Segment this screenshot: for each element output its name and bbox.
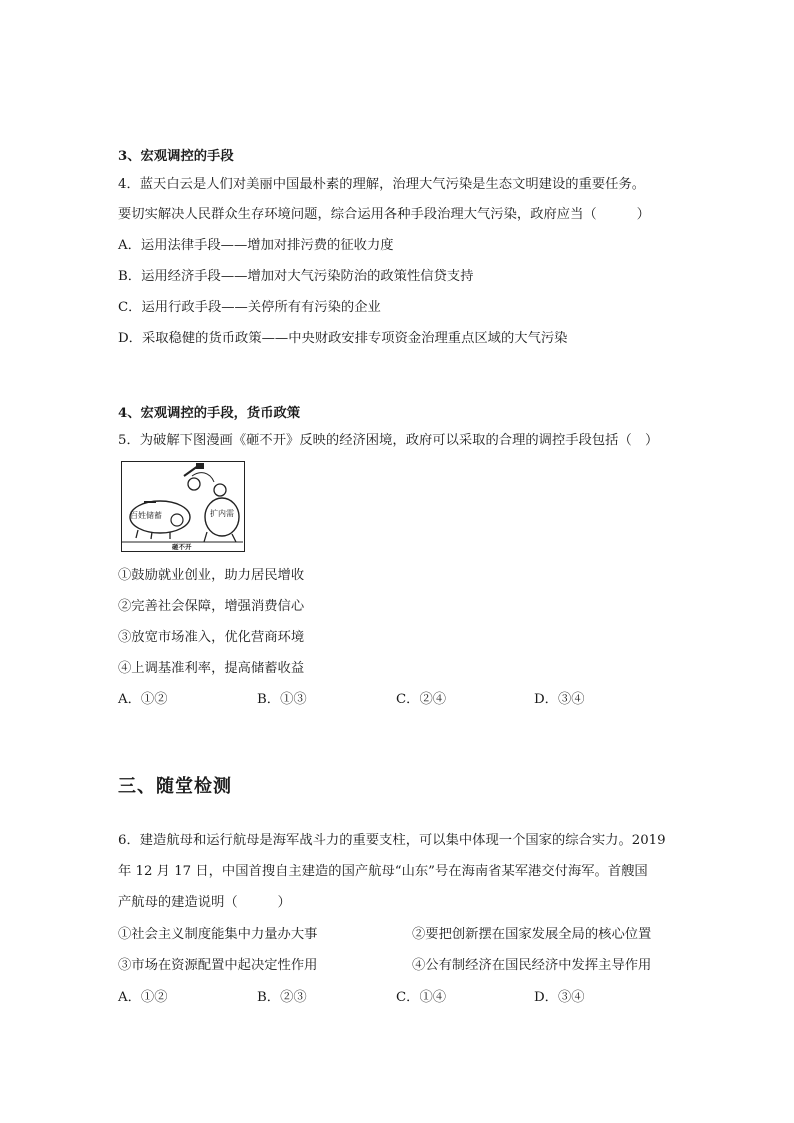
q5-option-d: D．③④	[534, 692, 585, 707]
comic-image	[121, 461, 245, 552]
q4-option-d: D．采取稳健的货币政策——中央财政安排专项资金治理重点区域的大气污染	[118, 331, 568, 346]
q6-line3: 产航母的建造说明（ ）	[118, 895, 291, 910]
q4-stem-line2: 要切实解决人民群众生存环境问题，综合运用各种手段治理大气污染，政府应当（ ）	[118, 207, 650, 222]
q6-line2: 年 12 月 17 日，中国首搜自主建造的国产航母“山东”号在海南省某军港交付海军。首艘国	[118, 864, 648, 879]
section-three-heading: 三、随堂检测	[118, 776, 232, 797]
q5-item-1: ①鼓励就业创业，助力居民增收	[118, 568, 305, 583]
q5-item-4: ④上调基准利率，提高储蓄收益	[118, 661, 305, 676]
q6-option-d: D．③④	[534, 990, 585, 1005]
q6-option-c: C．①④	[396, 990, 447, 1005]
q5-option-b: B．①③	[257, 692, 307, 707]
q6-option-b: B．②③	[257, 990, 307, 1005]
q4-option-b: B．运用经济手段——增加对大气污染防治的政策性信贷支持	[118, 269, 474, 284]
comic-caption: 砸不开	[172, 543, 192, 550]
q4-option-c: C．运用行政手段——关停所有有污染的企业	[118, 300, 381, 315]
q5-stem: 5．为破解下图漫画《砸不开》反映的经济困境，政府可以采取的合理的调控手段包括（ ）	[118, 433, 659, 448]
q6-item-1: ①社会主义制度能集中力量办大事	[118, 927, 318, 942]
q5-option-a: A．①②	[118, 692, 168, 707]
q6-item-4: ④公有制经济在国民经济中发挥主导作用	[412, 958, 652, 973]
q6-item-2: ②要把创新摆在国家发展全局的核心位置	[412, 927, 652, 942]
q5-option-c: C．②④	[396, 692, 447, 707]
q6-line1: 6．建造航母和运行航母是海军战斗力的重要支柱，可以集中体现一个国家的综合实力。2019	[118, 833, 666, 848]
section-4-heading: 4、宏观调控的手段，货币政策	[118, 406, 301, 421]
comic-left-label: 百姓储蓄	[130, 511, 162, 520]
section-3-heading: 3、宏观调控的手段	[118, 149, 234, 164]
q4-stem-line1: 4．蓝天白云是人们对美丽中国最朴素的理解，治理大气污染是生态文明建设的重要任务。	[118, 177, 646, 192]
q6-option-a: A．①②	[118, 990, 168, 1005]
q6-item-3: ③市场在资源配置中起决定性作用	[118, 958, 318, 973]
q4-option-a: A．运用法律手段——增加对排污费的征收力度	[118, 238, 394, 253]
q5-item-2: ②完善社会保障，增强消费信心	[118, 599, 305, 614]
comic-right-label: 扩内需	[210, 509, 234, 518]
q5-item-3: ③放宽市场准入，优化营商环境	[118, 630, 305, 645]
